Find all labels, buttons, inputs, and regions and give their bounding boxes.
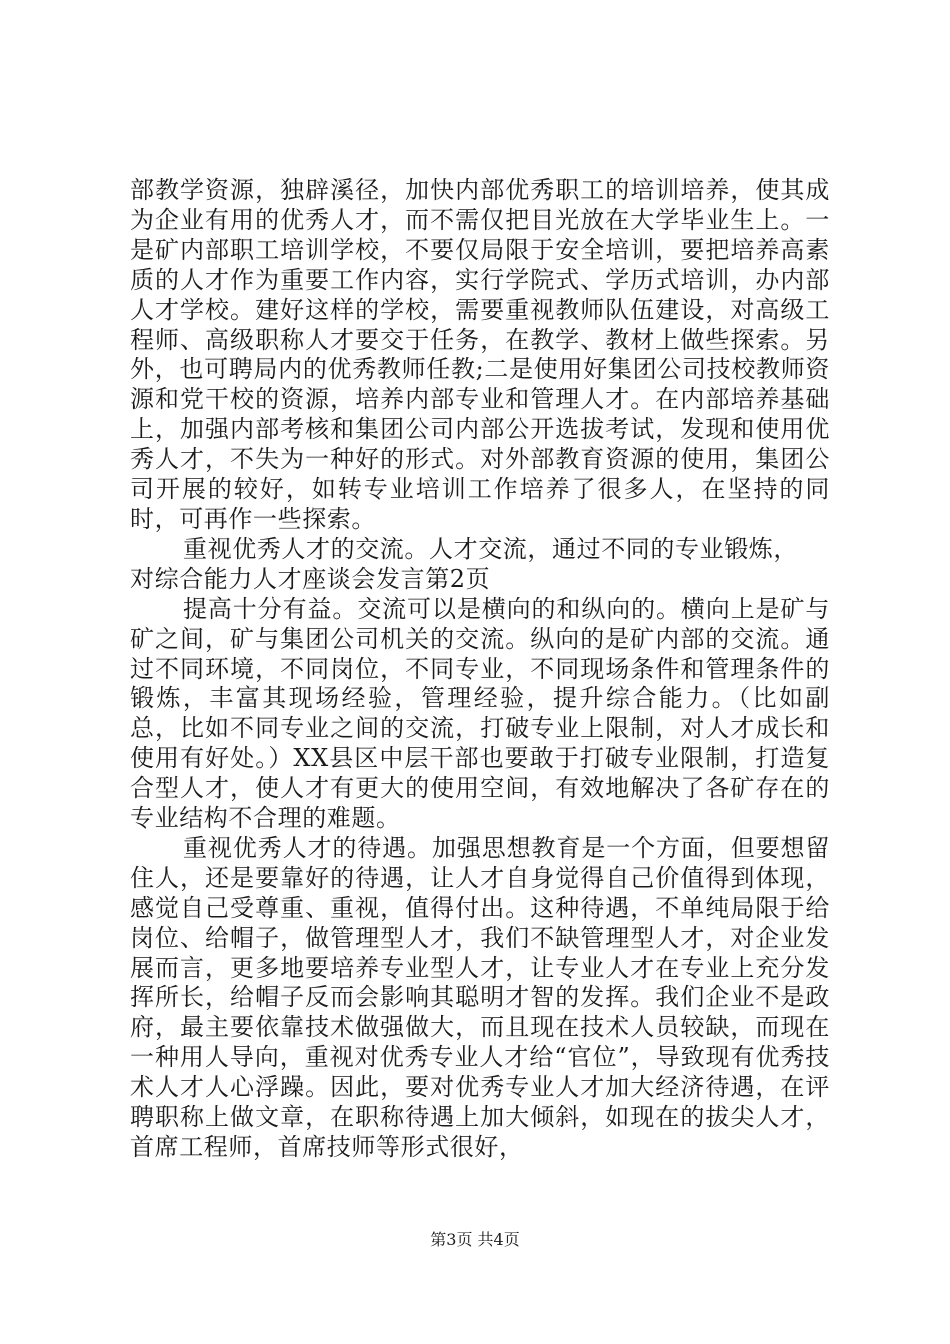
inline-page-title: 对综合能力人才座谈会发言第2页 [130,564,491,593]
page-footer: 第3页 共4页 [430,1230,520,1249]
paragraph-talent-exchange: 提高十分有益。交流可以是横向的和纵向的。横向上是矿与矿之间，矿与集团公司机关的交流。纵向的是矿内部的交流。通过不同环境，不同岗位，不同专业，不同现场条件和管理条件的锻炼，丰富其现场经验，管理经验，提升综合能力。（比如副总，比如不同专业之间的交流，打破专业上限制，对人才成长和使用有好处。）XX县区中层干部也要敢于打破专业限制，打造复合型人才，使人才有更大的使用空间，有效地解决了各矿存在的专业结构不合理的难题。 [130,594,830,833]
paragraph-talent-treatment: 重视优秀人才的待遇。加强思想教育是一个方面，但要想留住人，还是要靠好的待遇，让人才自身觉得自己价值得到体现，感觉自己受尊重、重视，值得付出。这种待遇，不单纯局限于给岗位、给帽子，做管理型人才，我们不缺管理型人才，对企业发展而言，更多地要培养专业型人才，让专业人才在专业上充分发挥所长，给帽子反而会影响其聪明才智的发挥。我们企业不是政府，最主要依靠技术做强做大，而且现在技术人员较缺，而现在一种用人导向，重视对优秀专业人才给“官位”，导致现有优秀技术人才人心浮躁。因此，要对优秀专业人才加大经济待遇，在评聘职称上做文章，在职称待遇上加大倾斜，如现在的拔尖人才，首席工程师，首席技师等形式很好， [130,833,830,1161]
paragraph-talent-exchange-intro: 重视优秀人才的交流。人才交流，通过不同的专业锻炼， [183,534,798,563]
document-body [130,176,830,1163]
paragraph-continued-training: 部教学资源，独辟溪径，加快内部优秀职工的培训培养，使其成为企业有用的优秀人才，而不需仅把目光放在大学毕业生上。一是矿内部职工培训学校，不要仅局限于安全培训，要把培养高素质的人才作为重要工作内容，实行学院式、学历式培训，办内部人才学校。建好这样的学校，需要重视教师队伍建设，对高级工程师、高级职称人才要交于任务，在教学、教材上做些探索。另外，也可聘局内的优秀教师任教;二是使用好集团公司技校教师资源和党干校的资源，培养内部专业和管理人才。在内部培养基础上，加强内部考核和集团公司内部公开选拔考试，发现和使用优秀人才，不失为一种好的形式。对外部教育资源的使用，集团公司开展的较好，如转专业培训工作培养了很多人，在坚持的同时，可再作一些探索。 [130,176,830,533]
